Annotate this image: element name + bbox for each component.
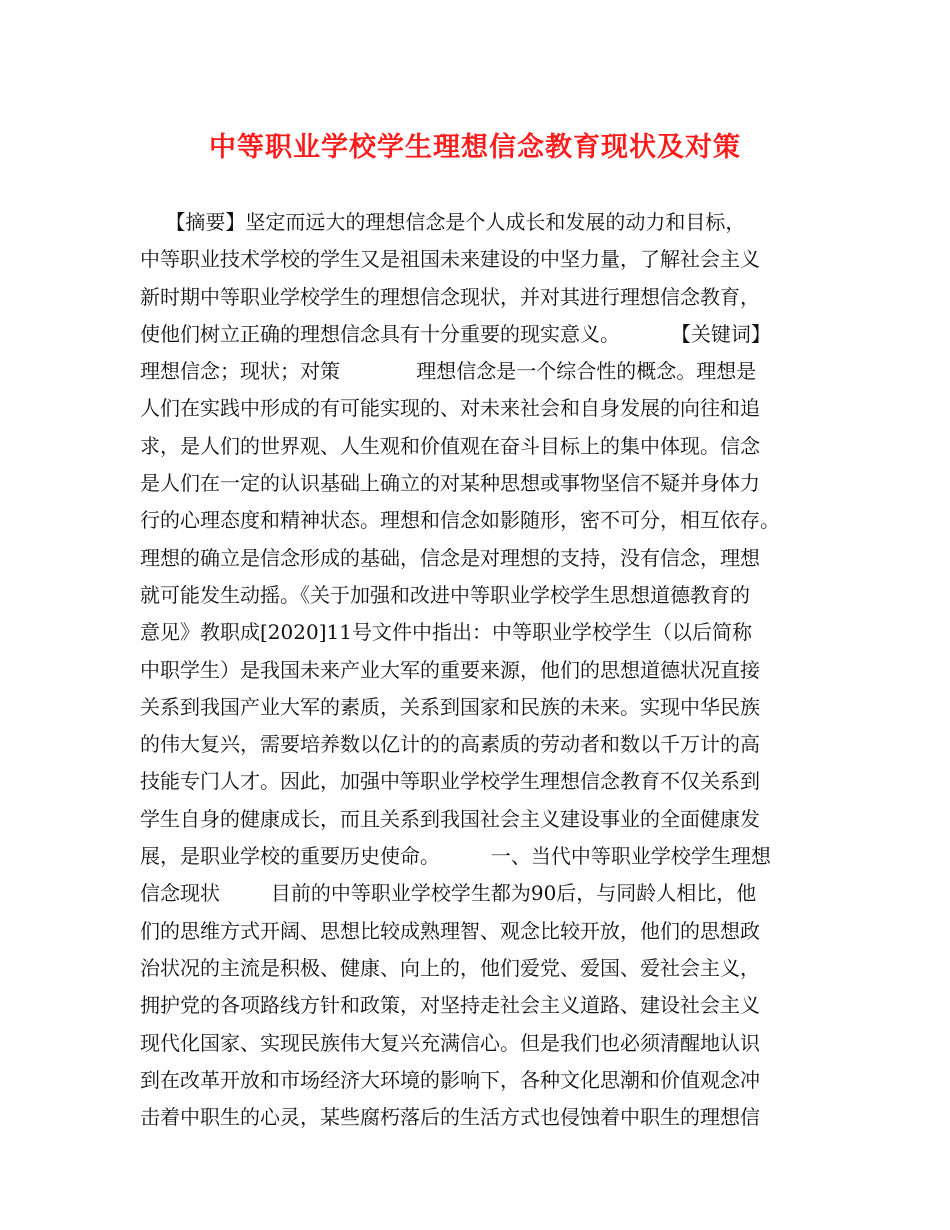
body-line: 的伟大复兴，需要培养数以亿计的的高素质的劳动者和数以千万计的高 <box>140 732 760 757</box>
body-line: 行的心理态度和精神状态。理想和信念如影随形，密不可分，相互依存。 <box>140 508 780 533</box>
body-line: 是人们在一定的认识基础上确立的对某种思想或事物坚信不疑并身体力 <box>140 471 760 496</box>
body-line: 关系到我国产业大军的素质，关系到国家和民族的未来。实现中华民族 <box>140 694 760 719</box>
body-line: 【摘要】坚定而远大的理想信念是个人成长和发展的动力和目标， <box>140 210 746 234</box>
body-line: 击着中职生的心灵，某些腐朽落后的生活方式也侵蚀着中职生的理想信 <box>140 1105 760 1130</box>
document-title: 中等职业学校学生理想信念教育现状及对策 <box>209 132 741 163</box>
body-line: 理想信念；现状；对策 理想信念是一个综合性的概念。理想是 <box>140 359 757 384</box>
body-line: 人们在实践中形成的有可能实现的、对未来社会和自身发展的向往和追 <box>140 396 760 421</box>
body-line: 理想的确立是信念形成的基础，信念是对理想的支持，没有信念，理想 <box>140 545 760 570</box>
body-line: 现代化国家、实现民族伟大复兴充满信心。但是我们也必须清醒地认识 <box>140 1030 760 1055</box>
body-line: 信念现状 目前的中等职业学校学生都为90后，与同龄人相比，他 <box>140 881 757 906</box>
body-line: 中等职业技术学校的学生又是祖国未来建设的中坚力量，了解社会主义 <box>140 247 760 272</box>
body-line: 到在改革开放和市场经济大环境的影响下，各种文化思潮和价值观念冲 <box>140 1067 760 1092</box>
body-line: 就可能发生动摇。《关于加强和改进中等职业学校学生思想道德教育的 <box>140 582 750 607</box>
body-line: 技能专门人才。因此，加强中等职业学校学生理想信念教育不仅关系到 <box>140 769 760 794</box>
body-line: 新时期中等职业学校学生的理想信念现状，并对其进行理想信念教育， <box>140 284 760 309</box>
body-line: 意见》教职成[2020]11号文件中指出：中等职业学校学生（以后简称 <box>140 620 752 645</box>
body-line: 展，是职业学校的重要历史使命。 一、当代中等职业学校学生理想 <box>140 844 771 869</box>
document-body <box>140 204 830 1136</box>
body-line: 拥护党的各项路线方针和政策，对坚持走社会主义道路、建设社会主义 <box>140 993 760 1018</box>
body-line: 求，是人们的世界观、人生观和价值观在奋斗目标上的集中体现。信念 <box>140 433 760 458</box>
body-line: 中职学生）是我国未来产业大军的重要来源，他们的思想道德状况直接 <box>140 657 760 682</box>
body-line: 治状况的主流是积极、健康、向上的，他们爱党、爱国、爱社会主义， <box>140 955 760 980</box>
body-line: 学生自身的健康成长，而且关系到我国社会主义建设事业的全面健康发 <box>140 806 760 831</box>
body-line: 使他们树立正确的理想信念具有十分重要的现实意义。 【关键词】 <box>140 321 771 346</box>
body-line: 们的思维方式开阔、思想比较成熟理智、观念比较开放，他们的思想政 <box>140 918 760 943</box>
